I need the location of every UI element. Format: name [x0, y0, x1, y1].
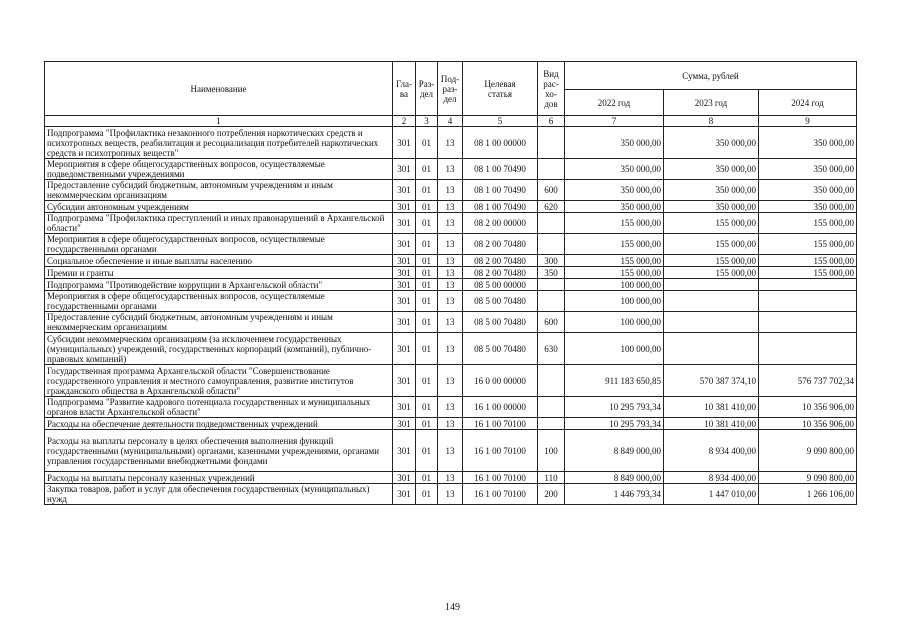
row-podrazdel: 13 [438, 267, 463, 279]
row-sum-2024: 350 000,00 [759, 180, 857, 201]
row-glava: 301 [393, 472, 416, 484]
table-row [45, 312, 857, 333]
row-razdel: 01 [416, 159, 438, 180]
row-razdel: 01 [416, 180, 438, 201]
column-number: 5 [463, 116, 538, 127]
row-glava: 301 [393, 484, 416, 505]
row-razdel: 01 [416, 312, 438, 333]
row-sum-2024: 1 266 106,00 [759, 484, 857, 505]
row-vid-rashodov [538, 234, 565, 255]
row-sum-2023: 570 387 374,10 [664, 365, 759, 397]
row-sum-2023: 350 000,00 [664, 201, 759, 213]
row-sum-2023: 350 000,00 [664, 180, 759, 201]
budget-table [44, 61, 857, 505]
row-celevaya-statya: 08 2 00 00000 [463, 213, 538, 234]
row-podrazdel: 13 [438, 213, 463, 234]
column-number: 1 [45, 116, 393, 127]
row-name: Подпрограмма "Развитие кадрового потенциала государственных и муниципальных органов власти Архангельской области" [45, 397, 393, 418]
row-name: Предоставление субсидий бюджетным, автономным учреждениям и иным некоммерческим организациям [45, 180, 393, 201]
row-name: Закупка товаров, работ и услуг для обеспечения государственных (муниципальных) нужд [45, 484, 393, 505]
row-sum-2022: 155 000,00 [565, 267, 664, 279]
row-name: Расходы на обеспечение деятельности подведомственных учреждений [45, 418, 393, 430]
column-number: 8 [664, 116, 759, 127]
row-vid-rashodov [538, 213, 565, 234]
row-glava: 301 [393, 333, 416, 365]
row-vid-rashodov: 100 [538, 430, 565, 472]
row-name: Подпрограмма "Противодействие коррупции в Архангельской области" [45, 279, 393, 291]
row-name: Премии и гранты [45, 267, 393, 279]
row-sum-2023: 155 000,00 [664, 234, 759, 255]
row-name: Расходы на выплаты персоналу в целях обеспечения выполнения функций государственными (муниципальными) органами, казенными учреждениями, органами управления государственными внебюджетными фондами [45, 430, 393, 472]
row-name: Социальное обеспечение и иные выплаты населению [45, 255, 393, 267]
table-row [45, 213, 857, 234]
row-sum-2024: 350 000,00 [759, 159, 857, 180]
header-name: Наименование [45, 62, 393, 116]
row-celevaya-statya: 16 1 00 70100 [463, 472, 538, 484]
row-podrazdel: 13 [438, 430, 463, 472]
row-sum-2022: 155 000,00 [565, 234, 664, 255]
row-vid-rashodov [538, 159, 565, 180]
table-row [45, 333, 857, 365]
row-celevaya-statya: 08 5 00 70480 [463, 333, 538, 365]
row-name: Мероприятия в сфере общегосударственных вопросов, осуществляемые государственными органами [45, 234, 393, 255]
row-razdel: 01 [416, 397, 438, 418]
row-sum-2023: 10 381 410,00 [664, 397, 759, 418]
row-glava: 301 [393, 201, 416, 213]
row-podrazdel: 13 [438, 365, 463, 397]
row-sum-2023 [664, 291, 759, 312]
row-glava: 301 [393, 267, 416, 279]
row-sum-2022: 10 295 793,34 [565, 418, 664, 430]
row-name: Субсидии некоммерческим организациям (за исключением государственных (муниципальных) учреждений, государственных корпораций (компаний), публично-правовых компаний) [45, 333, 393, 365]
column-number: 2 [393, 116, 416, 127]
row-sum-2024: 155 000,00 [759, 213, 857, 234]
row-sum-2022: 1 446 793,34 [565, 484, 664, 505]
table-row [45, 127, 857, 159]
row-razdel: 01 [416, 365, 438, 397]
row-sum-2024 [759, 333, 857, 365]
row-podrazdel: 13 [438, 397, 463, 418]
row-podrazdel: 13 [438, 159, 463, 180]
row-sum-2023 [664, 333, 759, 365]
header-year-2023: 2023 год [664, 90, 759, 116]
row-razdel: 01 [416, 201, 438, 213]
table-body [45, 127, 857, 505]
column-number: 7 [565, 116, 664, 127]
table-row [45, 159, 857, 180]
row-sum-2024: 155 000,00 [759, 234, 857, 255]
row-podrazdel: 13 [438, 234, 463, 255]
row-sum-2024: 155 000,00 [759, 255, 857, 267]
row-podrazdel: 13 [438, 180, 463, 201]
row-sum-2023: 155 000,00 [664, 255, 759, 267]
table-row [45, 267, 857, 279]
table-row [45, 279, 857, 291]
row-razdel: 01 [416, 127, 438, 159]
row-vid-rashodov: 630 [538, 333, 565, 365]
row-sum-2024: 9 090 800,00 [759, 430, 857, 472]
row-celevaya-statya: 08 5 00 70480 [463, 291, 538, 312]
row-sum-2022: 350 000,00 [565, 180, 664, 201]
row-glava: 301 [393, 430, 416, 472]
header-summa: Сумма, рублей [565, 62, 857, 90]
row-razdel: 01 [416, 255, 438, 267]
row-razdel: 01 [416, 267, 438, 279]
row-podrazdel: 13 [438, 127, 463, 159]
row-sum-2024 [759, 312, 857, 333]
row-glava: 301 [393, 234, 416, 255]
row-vid-rashodov [538, 365, 565, 397]
row-sum-2023: 350 000,00 [664, 127, 759, 159]
row-razdel: 01 [416, 291, 438, 312]
row-podrazdel: 13 [438, 484, 463, 505]
row-glava: 301 [393, 213, 416, 234]
row-sum-2023: 8 934 400,00 [664, 430, 759, 472]
row-sum-2022: 100 000,00 [565, 291, 664, 312]
row-razdel: 01 [416, 279, 438, 291]
row-vid-rashodov [538, 397, 565, 418]
row-sum-2023: 350 000,00 [664, 159, 759, 180]
column-number: 3 [416, 116, 438, 127]
row-glava: 301 [393, 291, 416, 312]
row-name: Мероприятия в сфере общегосударственных вопросов, осуществляемые подведомственными учреждениями [45, 159, 393, 180]
table-row [45, 418, 857, 430]
table-row [45, 430, 857, 472]
row-sum-2022: 155 000,00 [565, 255, 664, 267]
row-sum-2023: 155 000,00 [664, 267, 759, 279]
row-sum-2024: 155 000,00 [759, 267, 857, 279]
row-celevaya-statya: 16 1 00 70100 [463, 484, 538, 505]
row-celevaya-statya: 08 1 00 70490 [463, 159, 538, 180]
row-sum-2022: 100 000,00 [565, 333, 664, 365]
row-podrazdel: 13 [438, 472, 463, 484]
table-row [45, 180, 857, 201]
row-celevaya-statya: 08 5 00 70480 [463, 312, 538, 333]
table-row [45, 472, 857, 484]
row-glava: 301 [393, 397, 416, 418]
row-sum-2024: 350 000,00 [759, 127, 857, 159]
header-glava: Гла- ва [393, 62, 416, 116]
row-sum-2023 [664, 312, 759, 333]
row-sum-2022: 911 183 650,85 [565, 365, 664, 397]
row-name: Подпрограмма "Профилактика незаконного потребления наркотических средств и психотропных веществ, реабилитация и ресоциализация потребителей наркотических средств и психотропных веществ" [45, 127, 393, 159]
row-glava: 301 [393, 418, 416, 430]
row-celevaya-statya: 16 1 00 00000 [463, 397, 538, 418]
row-podrazdel: 13 [438, 312, 463, 333]
row-razdel: 01 [416, 484, 438, 505]
row-glava: 301 [393, 180, 416, 201]
row-celevaya-statya: 16 1 00 70100 [463, 418, 538, 430]
header-vid-rashodov: Вид рас- хо- дов [538, 62, 565, 116]
row-vid-rashodov: 350 [538, 267, 565, 279]
row-name: Государственная программа Архангельской области "Совершенствование государственного управления и местного самоуправления, развитие институтов гражданского общества в Архангельской области" [45, 365, 393, 397]
row-celevaya-statya: 08 1 00 00000 [463, 127, 538, 159]
row-vid-rashodov [538, 291, 565, 312]
table-row [45, 365, 857, 397]
row-vid-rashodov: 620 [538, 201, 565, 213]
row-vid-rashodov: 600 [538, 312, 565, 333]
table-row [45, 291, 857, 312]
row-sum-2023: 8 934 400,00 [664, 472, 759, 484]
row-razdel: 01 [416, 472, 438, 484]
header-razdel: Раз- дел [416, 62, 438, 116]
header-podrazdel: Под- раз- дел [438, 62, 463, 116]
row-name: Мероприятия в сфере общегосударственных вопросов, осуществляемые государственными органами [45, 291, 393, 312]
row-sum-2024: 10 356 906,00 [759, 397, 857, 418]
row-podrazdel: 13 [438, 255, 463, 267]
row-podrazdel: 13 [438, 279, 463, 291]
row-name: Расходы на выплаты персоналу казенных учреждений [45, 472, 393, 484]
row-glava: 301 [393, 159, 416, 180]
row-celevaya-statya: 16 0 00 00000 [463, 365, 538, 397]
row-celevaya-statya: 16 1 00 70100 [463, 430, 538, 472]
header-celevaya-statya: Целевая статья [463, 62, 538, 116]
row-sum-2024: 10 356 906,00 [759, 418, 857, 430]
page-number: 149 [445, 602, 460, 613]
row-vid-rashodov: 300 [538, 255, 565, 267]
column-number: 6 [538, 116, 565, 127]
row-celevaya-statya: 08 2 00 70480 [463, 255, 538, 267]
row-name: Предоставление субсидий бюджетным, автономным учреждениям и иным некоммерческим организациям [45, 312, 393, 333]
table-row [45, 201, 857, 213]
table-row [45, 255, 857, 267]
row-glava: 301 [393, 255, 416, 267]
row-glava: 301 [393, 365, 416, 397]
row-razdel: 01 [416, 430, 438, 472]
row-name: Подпрограмма "Профилактика преступлений и иных правонарушений в Архангельской области" [45, 213, 393, 234]
row-sum-2022: 350 000,00 [565, 127, 664, 159]
row-glava: 301 [393, 279, 416, 291]
row-sum-2024: 9 090 800,00 [759, 472, 857, 484]
header-year-2024: 2024 год [759, 90, 857, 116]
row-razdel: 01 [416, 213, 438, 234]
row-vid-rashodov [538, 418, 565, 430]
row-podrazdel: 13 [438, 201, 463, 213]
row-razdel: 01 [416, 333, 438, 365]
column-number: 9 [759, 116, 857, 127]
row-sum-2024: 350 000,00 [759, 201, 857, 213]
table-row [45, 484, 857, 505]
row-sum-2022: 10 295 793,34 [565, 397, 664, 418]
row-vid-rashodov: 110 [538, 472, 565, 484]
row-sum-2022: 350 000,00 [565, 159, 664, 180]
row-podrazdel: 13 [438, 418, 463, 430]
column-number: 4 [438, 116, 463, 127]
row-sum-2024: 576 737 702,34 [759, 365, 857, 397]
row-sum-2024 [759, 291, 857, 312]
row-vid-rashodov: 600 [538, 180, 565, 201]
row-sum-2022: 100 000,00 [565, 312, 664, 333]
row-sum-2022: 8 849 000,00 [565, 430, 664, 472]
row-sum-2022: 8 849 000,00 [565, 472, 664, 484]
row-celevaya-statya: 08 1 00 70490 [463, 201, 538, 213]
row-razdel: 01 [416, 234, 438, 255]
row-vid-rashodov: 200 [538, 484, 565, 505]
row-sum-2023: 10 381 410,00 [664, 418, 759, 430]
table-row [45, 234, 857, 255]
row-sum-2022: 100 000,00 [565, 279, 664, 291]
row-glava: 301 [393, 312, 416, 333]
row-vid-rashodov [538, 127, 565, 159]
row-razdel: 01 [416, 418, 438, 430]
row-sum-2023: 1 447 010,00 [664, 484, 759, 505]
header-year-2022: 2022 год [565, 90, 664, 116]
row-podrazdel: 13 [438, 333, 463, 365]
row-celevaya-statya: 08 2 00 70480 [463, 234, 538, 255]
row-celevaya-statya: 08 2 00 70480 [463, 267, 538, 279]
row-celevaya-statya: 08 1 00 70490 [463, 180, 538, 201]
row-sum-2022: 350 000,00 [565, 201, 664, 213]
table-row [45, 397, 857, 418]
row-celevaya-statya: 08 5 00 00000 [463, 279, 538, 291]
row-vid-rashodov [538, 279, 565, 291]
row-sum-2023: 155 000,00 [664, 213, 759, 234]
row-sum-2022: 155 000,00 [565, 213, 664, 234]
row-name: Субсидии автономным учреждениям [45, 201, 393, 213]
row-glava: 301 [393, 127, 416, 159]
row-sum-2023 [664, 279, 759, 291]
row-sum-2024 [759, 279, 857, 291]
row-podrazdel: 13 [438, 291, 463, 312]
